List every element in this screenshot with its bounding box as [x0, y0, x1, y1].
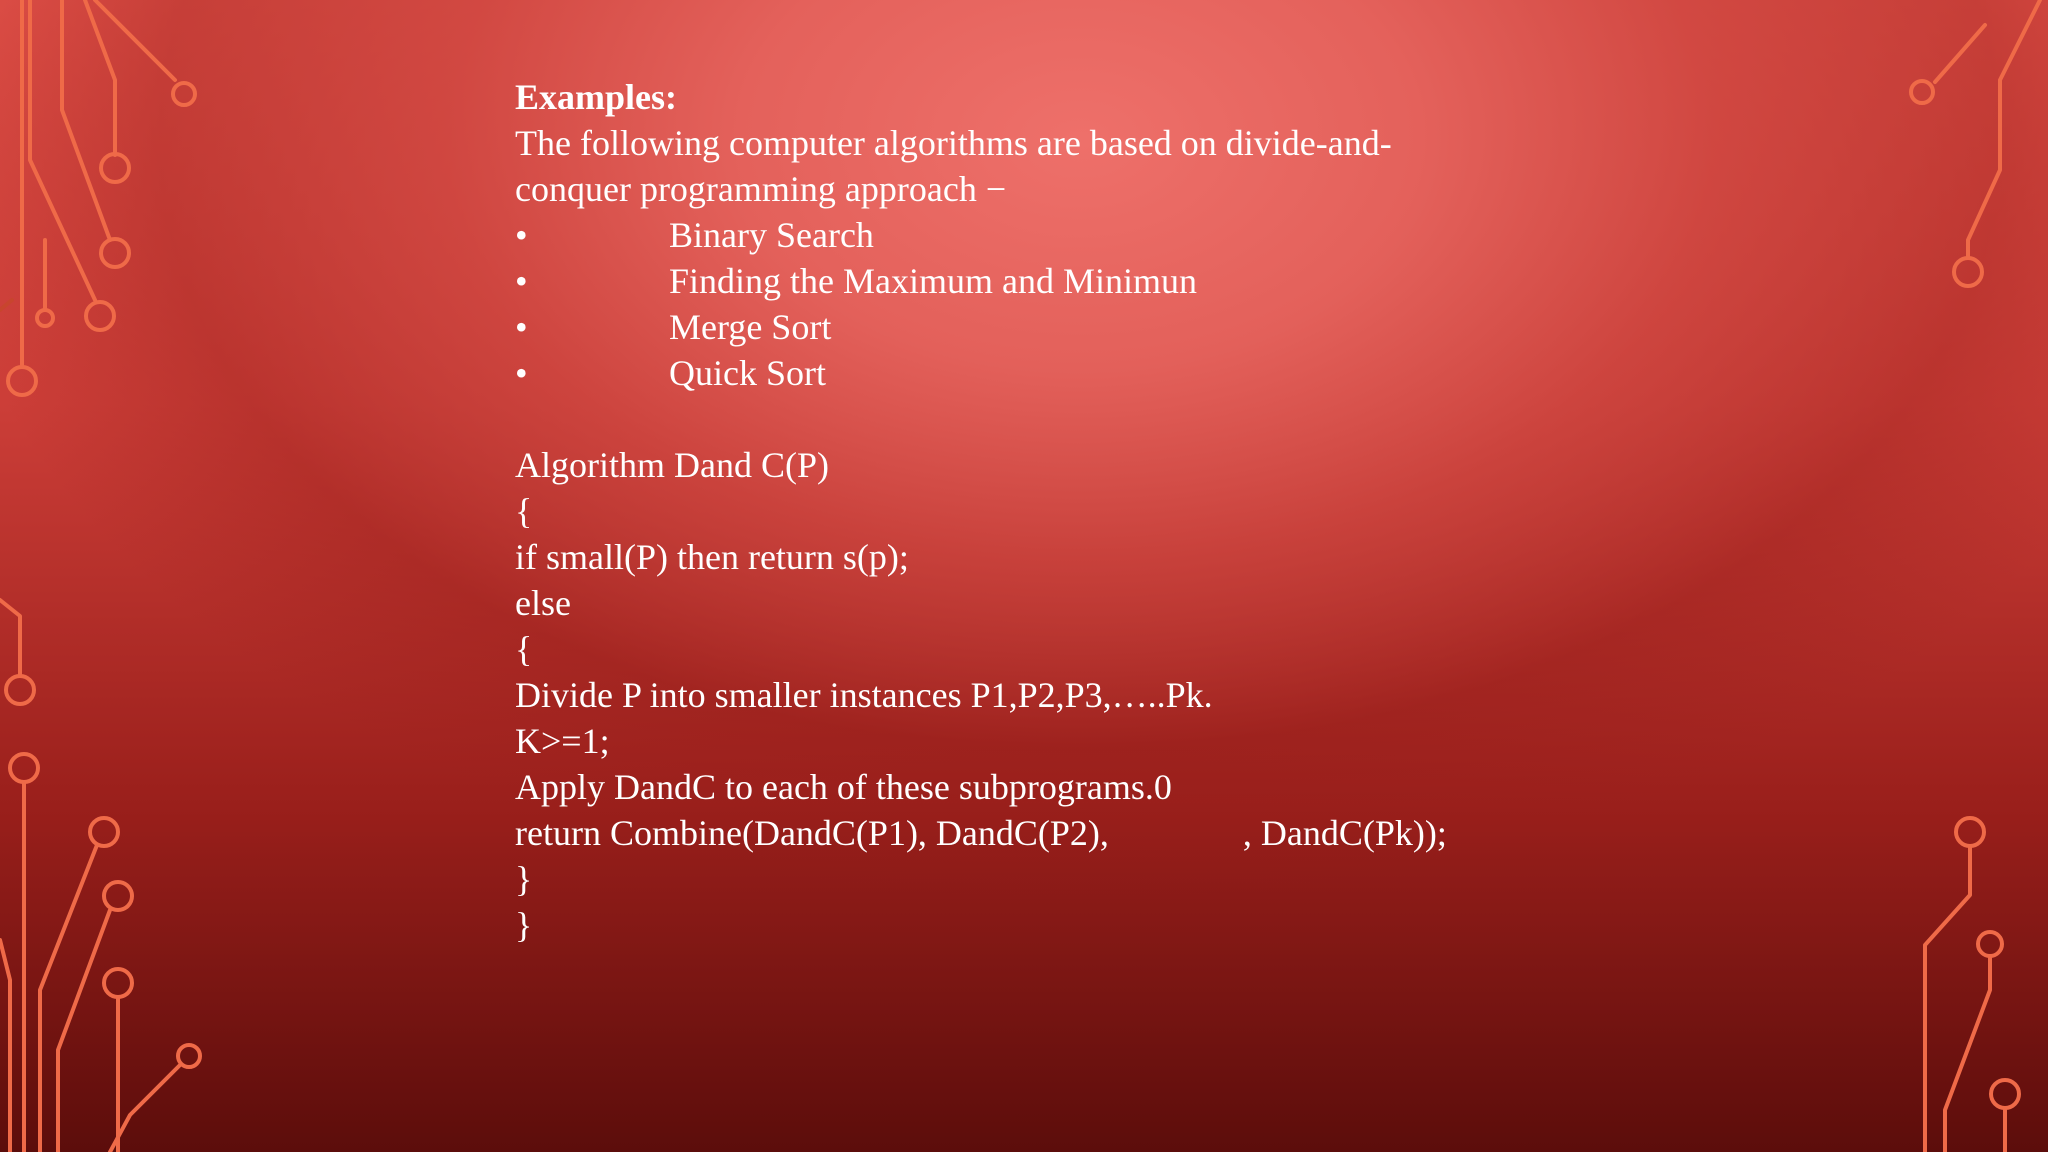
algorithm-inner-close-brace: }	[515, 859, 533, 899]
bullet-text: Binary Search	[669, 215, 874, 255]
bullet-marker: •	[515, 353, 528, 393]
bullet-item-max-min	[515, 258, 1615, 304]
algorithm-return-line	[515, 810, 1615, 856]
intro-line-1: The following computer algorithms are based on divide-and-	[515, 123, 1392, 163]
intro-line-2: conquer programming approach −	[515, 169, 1007, 209]
bullet-item-binary-search	[515, 212, 1615, 258]
bullet-marker: •	[515, 215, 528, 255]
algorithm-inner-open-brace: {	[515, 629, 533, 669]
return-line-part-2: , DandC(Pk));	[1242, 813, 1447, 853]
bullet-item-quick-sort	[515, 350, 1615, 396]
algorithm-divide-line: Divide P into smaller instances P1,P2,P3,…..Pk.	[515, 675, 1213, 715]
algorithm-if-line: if small(P) then return s(p);	[515, 537, 909, 577]
bullet-text: Quick Sort	[669, 353, 826, 393]
algorithm-title: Algorithm Dand C(P)	[515, 445, 829, 485]
spacer	[515, 396, 1615, 442]
algorithm-open-brace: {	[515, 491, 533, 531]
bullet-item-merge-sort	[515, 304, 1615, 350]
bullet-text: Merge Sort	[669, 307, 832, 347]
algorithm-else-line: else	[515, 583, 571, 623]
algorithm-apply-line: Apply DandC to each of these subprograms.0	[515, 767, 1172, 807]
bullet-marker: •	[515, 261, 528, 301]
slide-body	[515, 74, 1615, 948]
algorithm-close-brace: }	[515, 905, 533, 945]
bullet-text: Finding the Maximum and Minimun	[669, 261, 1197, 301]
algorithm-k-line: K>=1;	[515, 721, 610, 761]
return-line-part-1: return Combine(DandC(P1), DandC(P2),	[515, 813, 1109, 853]
slide-heading: Examples:	[515, 77, 677, 117]
return-line-gap	[1109, 810, 1243, 856]
bullet-marker: •	[515, 307, 528, 347]
